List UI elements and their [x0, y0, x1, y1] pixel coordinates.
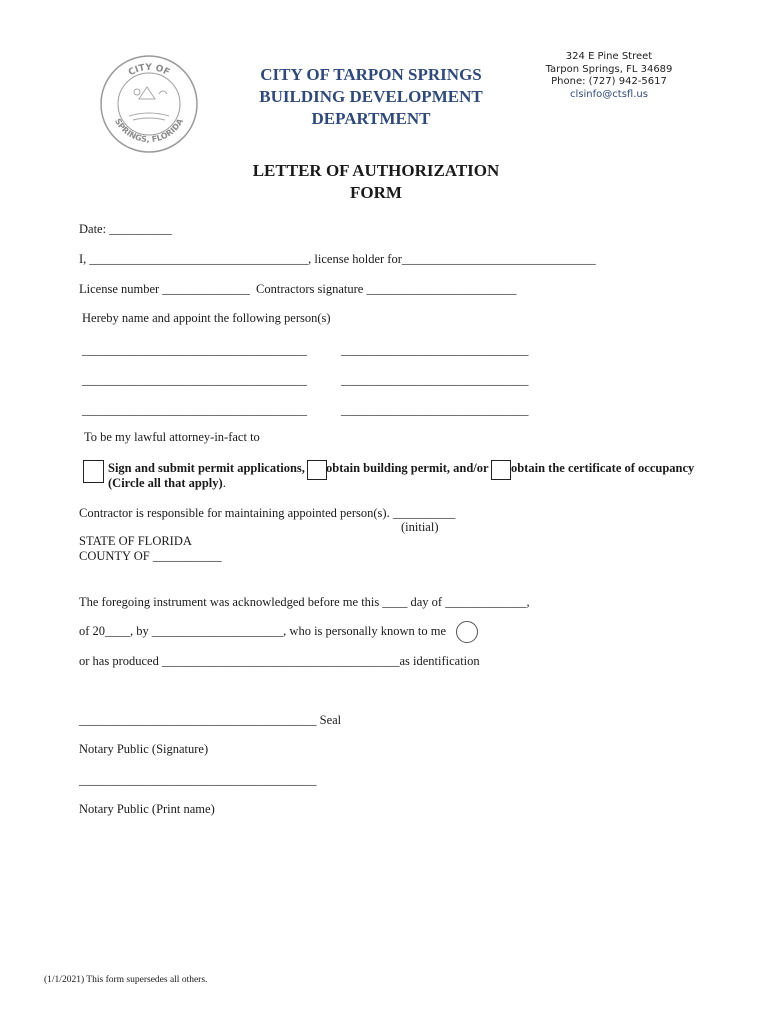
acknowledgement-year-line[interactable]: of 20____, by _____________________, who is personally known to me [79, 624, 446, 638]
circle-note [108, 476, 226, 491]
city-state-zip: Tarpon Springs, FL 34689 [545, 63, 673, 75]
seal-top-text: CITY OF [126, 62, 172, 79]
svg-text:SPRINGS, FLORIDA [113, 116, 185, 144]
license-holder-field[interactable]: I, ___________________________________, license holder for_______________________________ [79, 252, 596, 266]
circle-note-period: . [222, 476, 226, 490]
notary-signature-label: Notary Public (Signature) [79, 742, 209, 756]
personally-known-radio[interactable] [456, 621, 478, 643]
department-line-1: CITY OF TARPON SPRINGS [260, 65, 482, 84]
county-field[interactable]: COUNTY OF ___________ [79, 549, 222, 563]
option-obtain-permit: obtain building permit, and/or [326, 461, 489, 475]
state-line: STATE OF FLORIDA [79, 534, 192, 548]
department-line-3: DEPARTMENT [311, 109, 431, 128]
street-address: 324 E Pine Street [565, 51, 653, 62]
department-name [240, 64, 502, 130]
appointee-line-3-left[interactable]: ____________________________________ [82, 403, 307, 417]
address-block [545, 51, 673, 101]
license-number-field[interactable]: License number ______________ Contractors signature ________________________ [79, 282, 517, 296]
phone-number: Phone: (727) 942-5617 [551, 76, 667, 87]
form-title [200, 160, 552, 204]
option-sign-submit: Sign and submit permit applications, [108, 461, 305, 475]
form-title-line-2: FORM [350, 183, 402, 202]
department-line-2: BUILDING DEVELOPMENT [259, 87, 483, 106]
appointee-line-3-right[interactable]: ______________________________ [341, 403, 529, 417]
notary-seal-line[interactable]: ______________________________________ Seal [79, 713, 342, 727]
certificate-checkbox[interactable] [491, 460, 511, 480]
attorney-statement: To be my lawful attorney-in-fact to [84, 430, 260, 444]
footer-note: (1/1/2021) This form supersedes all others. [44, 975, 208, 985]
initial-label: (initial) [401, 520, 439, 534]
city-seal [99, 54, 199, 154]
appoint-statement: Hereby name and appoint the following person(s) [82, 311, 331, 325]
form-title-line-1: LETTER OF AUTHORIZATION [252, 161, 500, 180]
appointee-line-1-right[interactable]: ______________________________ [341, 343, 529, 357]
svg-text:CITY OF [127, 63, 171, 78]
option-certificate: obtain the certificate of occupancy [511, 461, 695, 475]
notary-print-label: Notary Public (Print name) [79, 802, 215, 816]
appointee-line-1-left[interactable]: ____________________________________ [82, 343, 307, 357]
seal-bottom-text: SPRINGS, FLORIDA [113, 117, 185, 145]
appointee-line-2-right[interactable]: ______________________________ [341, 373, 529, 387]
responsibility-statement[interactable]: Contractor is responsible for maintaining appointed person(s). __________ [79, 506, 456, 520]
obtain-permit-checkbox[interactable] [307, 460, 327, 480]
identification-line[interactable]: or has produced ______________________________________as identification [79, 654, 480, 668]
email-link[interactable]: clsinfo@ctsfl.us [570, 88, 648, 100]
sign-submit-checkbox[interactable] [83, 460, 104, 483]
circle-note-bold: (Circle all that apply) [108, 476, 223, 490]
notary-print-line[interactable]: ______________________________________ [79, 773, 317, 787]
acknowledgement-line[interactable]: The foregoing instrument was acknowledged before me this ____ day of _____________, [79, 595, 530, 609]
date-field[interactable]: Date: __________ [79, 222, 172, 236]
appointee-line-2-left[interactable]: ____________________________________ [82, 373, 307, 387]
